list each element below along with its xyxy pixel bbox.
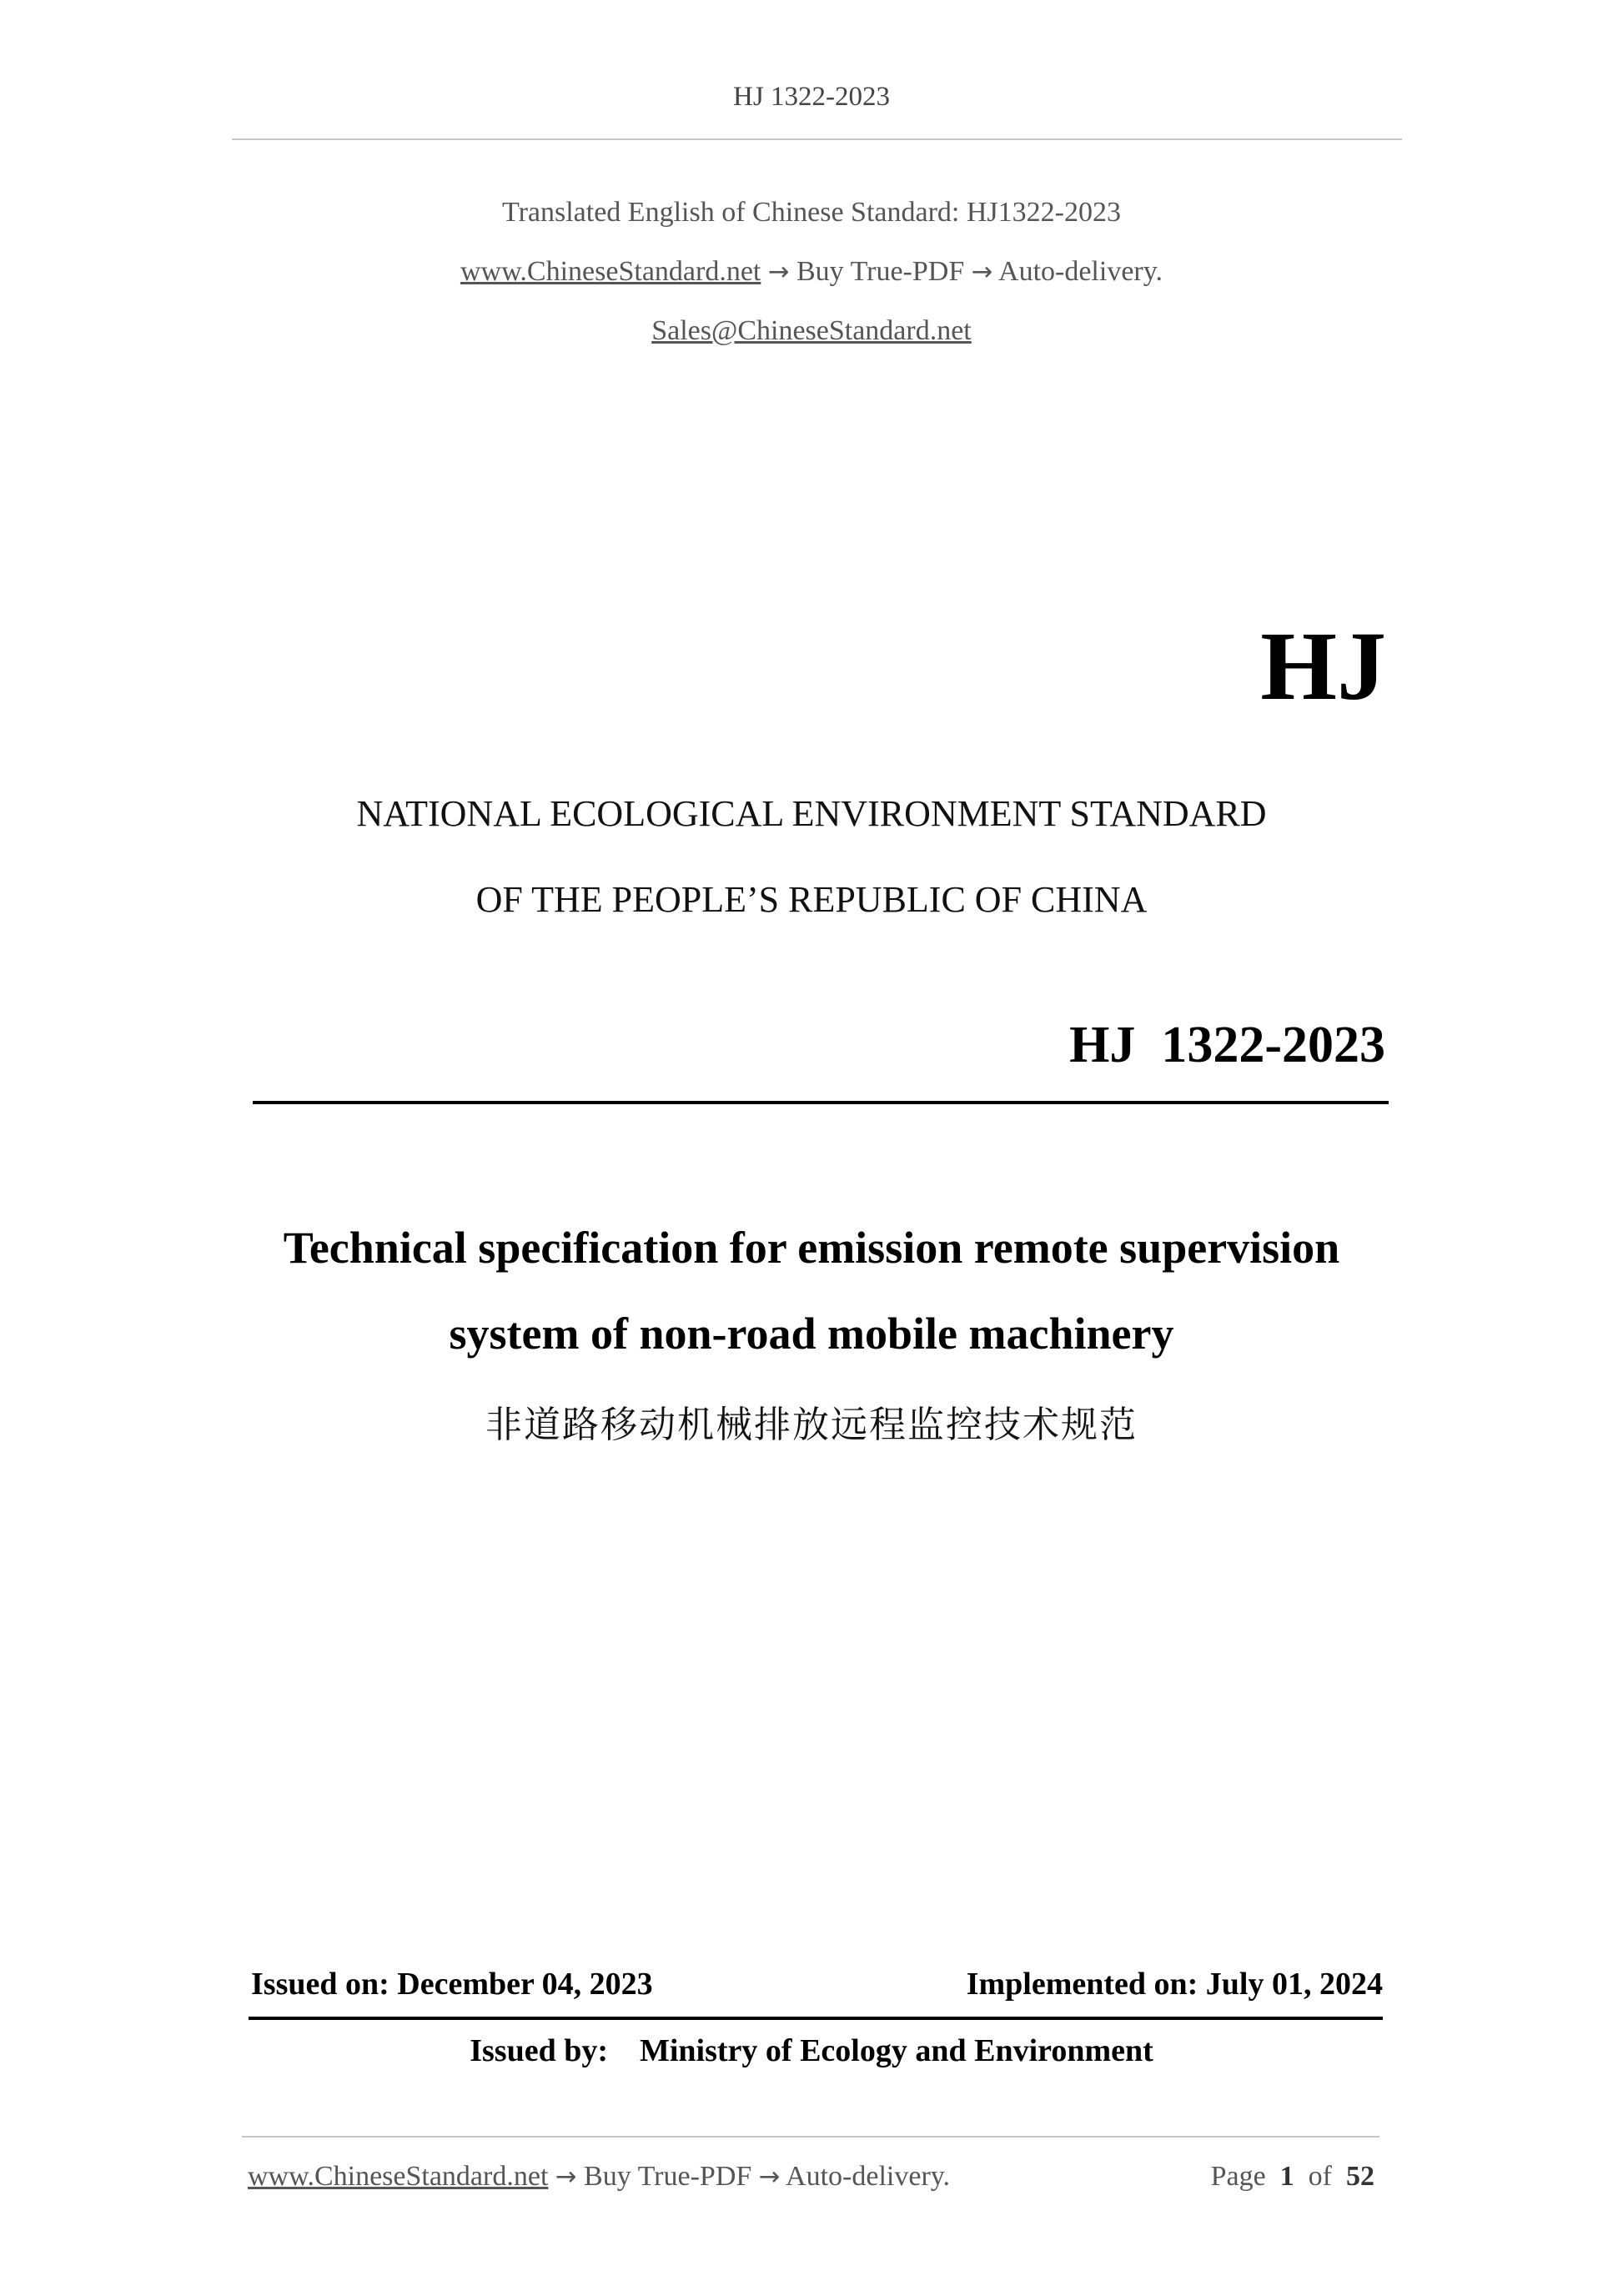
footer-divider (242, 2136, 1379, 2138)
sales-line (0, 315, 1623, 347)
page-total: 52 (1346, 2161, 1374, 2192)
standard-number: HJ 1322-2023 (1069, 1017, 1385, 1073)
header-divider (232, 138, 1402, 140)
footer-delivery-text: Auto-delivery. (786, 2161, 951, 2192)
arrow-right-icon: → (758, 2163, 781, 2192)
issued-by-label: Issued by: (470, 2033, 608, 2068)
page-indicator (1211, 2161, 1374, 2193)
buy-text: Buy True-PDF (796, 256, 965, 287)
footer-buy-line (248, 2161, 950, 2193)
footer-buy-text: Buy True-PDF (584, 2161, 752, 2192)
issued-on-date: Issued on: December 04, 2023 (251, 1967, 653, 2002)
standard-category-line1: NATIONAL ECOLOGICAL ENVIRONMENT STANDARD (356, 793, 1267, 834)
arrow-right-icon: → (767, 258, 790, 287)
buy-line (0, 256, 1623, 288)
page-label: Page (1210, 2161, 1266, 2192)
arrow-right-icon: → (971, 258, 993, 287)
document-title-line1: Technical specification for emission remote supervision (283, 1223, 1340, 1273)
translation-notice: Translated English of Chinese Standard: HJ1322-2023 (502, 197, 1121, 228)
standard-category-line2: OF THE PEOPLE’S REPUBLIC OF CHINA (475, 879, 1148, 920)
footer-site-link[interactable]: www.ChineseStandard.net (248, 2161, 549, 2192)
document-title-chinese: 非道路移动机械排放远程监控技术规范 (485, 1404, 1138, 1446)
delivery-text: Auto-delivery. (998, 256, 1163, 287)
arrow-right-icon: → (555, 2163, 577, 2192)
issue-divider (249, 2017, 1383, 2020)
page-of: of (1308, 2161, 1332, 2192)
site-link[interactable]: www.ChineseStandard.net (460, 256, 761, 287)
issued-by-value: Ministry of Ecology and Environment (640, 2033, 1153, 2068)
document-title-line2: system of non-road mobile machinery (449, 1309, 1174, 1359)
issued-by (0, 2032, 1623, 2069)
standard-number-divider (253, 1101, 1389, 1104)
running-header: HJ 1322-2023 (733, 82, 890, 112)
page-current: 1 (1279, 2161, 1294, 2192)
implemented-on-date: Implemented on: July 01, 2024 (966, 1967, 1383, 2002)
hj-logo: HJ (1260, 611, 1386, 721)
sales-email-link[interactable]: Sales@ChineseStandard.net (651, 315, 972, 346)
